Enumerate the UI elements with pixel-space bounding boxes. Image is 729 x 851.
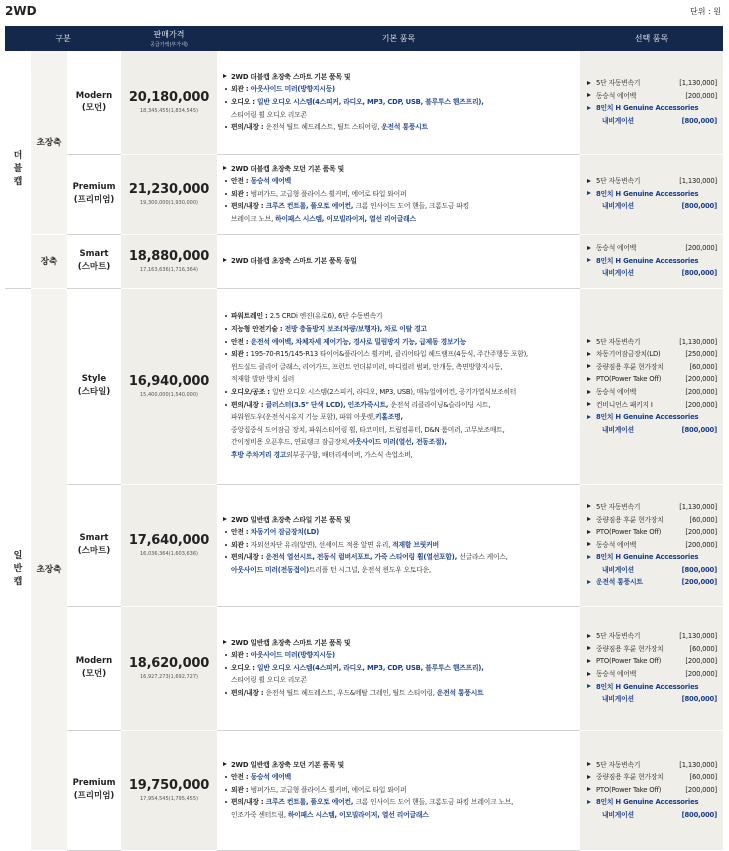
basic-item-text: 운전석 틸트 헤드레스트, 우드&메탈 그레인, 틸트 스티어링, — [265, 688, 437, 697]
table-row — [5, 288, 723, 484]
option-name: 8인치 H Genuine Accessories — [596, 798, 699, 807]
basic-item — [231, 336, 574, 349]
header-row — [5, 26, 723, 51]
basic-item-text: 크롬 인사이드 도어 핸들, 크롬도금 파킹 브레이크 노브, — [355, 798, 514, 807]
basic-item — [231, 83, 574, 96]
basic-item-highlight: 후방 주차거리 경고 — [231, 450, 287, 459]
basic-item — [231, 539, 574, 552]
option-item — [587, 115, 717, 128]
options-list — [587, 175, 717, 213]
basic-item — [231, 323, 574, 336]
option-name: PTO(Power Take Off) — [596, 375, 662, 384]
basic-item-key: 편의/내장 : — [231, 202, 266, 211]
basic-items-cell — [217, 234, 580, 288]
option-item — [587, 501, 717, 514]
basic-item — [231, 564, 574, 577]
basic-item-key: 외관 : — [231, 350, 251, 359]
price-value: 19,750,000 — [128, 778, 210, 794]
basic-item-key: 편의/내장 : — [231, 688, 266, 697]
option-name: 운전석 통풍시트 — [596, 578, 643, 587]
options-list — [587, 77, 717, 127]
header-basic: 기본 품목 — [217, 26, 580, 51]
price-detail: 16,927,273(1,692,727) — [140, 673, 198, 680]
basic-item-key: 오디오 : — [231, 97, 257, 106]
basic-item-highlight: 하이패스 시스템, 이모빌라이저, 열선 리어글래스 — [275, 214, 416, 223]
basic-item-key: 편의/내장 : — [231, 123, 266, 132]
basic-item-text: 브레이크 노브, — [231, 214, 276, 223]
option-name: 8인치 H Genuine Accessories — [596, 189, 699, 198]
basic-item-key: 편의/내장 : — [231, 400, 266, 409]
option-item — [587, 411, 717, 424]
basic-item — [231, 784, 574, 797]
basic-item-highlight: 아웃사이드 미러(전동접이) — [231, 565, 310, 574]
option-price: [200,000] — [685, 400, 717, 409]
price-detail: 16,036,364(1,603,636) — [140, 550, 198, 557]
basic-item — [231, 809, 574, 822]
basic-item-text: 파워윈도우(운전석시유지 기능 포함), 파워 아웃렛, — [231, 413, 375, 422]
basic-item-highlight: 클러스터(3.5" 단색 LCD), 인조가죽시트, — [265, 400, 391, 409]
option-price: [200,000] — [685, 375, 717, 384]
option-name: 8인치 H Genuine Accessories — [596, 104, 699, 113]
basic-item-text: 자외선차단 유리(앞면), 선셰이드 적용 앞면 유리, — [250, 540, 393, 549]
option-name: PTO(Power Take Off) — [596, 785, 662, 794]
option-price: [800,000] — [681, 810, 717, 819]
option-name: 내비게이션 — [602, 116, 634, 125]
basic-item — [231, 188, 574, 201]
basic-item-text: 트리플 턴 시그널, 운전석 윈도우 오토다운, — [309, 565, 431, 574]
option-item — [587, 655, 717, 668]
basic-item — [231, 771, 574, 784]
basic-item — [231, 662, 574, 675]
basic-item-text: 인조가죽 센터트림, — [231, 810, 288, 819]
option-item — [587, 188, 717, 201]
price-detail: 17,163,636(1,716,364) — [140, 266, 198, 273]
option-price: [200,000] — [685, 388, 717, 396]
options-list — [587, 630, 717, 706]
basic-item-key: 오디오/공조 : — [231, 388, 272, 396]
option-name: 5단 자동변속기 — [596, 502, 641, 511]
basic-item: 2WD 일반캡 초장축 스타일 기본 품목 및 — [231, 514, 574, 527]
basic-item — [231, 121, 574, 134]
basic-item-key: 편의/내장 : — [231, 553, 266, 562]
options-cell — [580, 154, 723, 234]
basic-item-text: 중앙집중식 도어잠금 장치, 파워스티어링 휠, 타코미터, 트립컴퓨터, D&N 룸미러, 고무보조매트, — [231, 425, 505, 434]
options-list — [587, 336, 717, 437]
options-cell — [580, 606, 723, 730]
option-price: [800,000] — [681, 565, 717, 574]
basic-item-key: 안전 : — [231, 177, 251, 186]
price-cell — [121, 730, 217, 850]
unit-label: 단위 : 원 — [690, 7, 721, 16]
option-item — [587, 102, 717, 115]
options-cell — [580, 730, 723, 850]
option-item — [587, 796, 717, 809]
trim-name: Style (스타일) — [67, 288, 121, 484]
basic-item-highlight: 아웃사이드 미러(방향지시등) — [250, 85, 335, 94]
option-item — [587, 200, 717, 213]
option-name: 8인치 H Genuine Accessories — [596, 256, 699, 265]
option-item — [587, 77, 717, 90]
option-price: [200,000] — [685, 540, 717, 549]
option-name: 동승석 에어백 — [596, 244, 637, 253]
table-row — [5, 606, 723, 730]
basic-item-key: 오디오 : — [231, 663, 257, 672]
basic-items-cell — [217, 730, 580, 850]
options-list — [587, 759, 717, 822]
price-cell — [121, 288, 217, 484]
option-price: [1,130,000] — [679, 177, 717, 186]
basic-item — [231, 399, 574, 412]
basic-item-text: 범퍼가드, 고급형 플라이스 휠커버, 에어로 타입 와이퍼 — [250, 785, 407, 794]
basic-item-highlight: 키홀조명, — [374, 413, 403, 422]
header-price-label: 판매가격 — [153, 30, 185, 39]
basic-item — [231, 649, 574, 662]
basic-item-text: 적재함 발판 방치 실러 — [231, 375, 295, 384]
basic-item-key: 외관 : — [231, 785, 251, 794]
header-price-sub: 공급가액(부가세) — [150, 42, 188, 48]
group-double-cab: 더 블 캡 — [5, 51, 31, 288]
basic-item — [231, 200, 574, 213]
basic-item-highlight: 차동기어 잠금장치(LD) — [250, 528, 320, 537]
table-body — [5, 51, 723, 850]
basic-item-text: 범퍼가드, 고급형 플라이스 휠커버, 에어로 타입 와이퍼 — [250, 189, 407, 198]
option-price: [60,000] — [689, 362, 717, 371]
option-name: 컨비니언스 패키지 I — [596, 400, 653, 409]
option-item — [587, 399, 717, 412]
basic-item-text: 2.5 CRDi 엔진(유로6), 6단 수동변속기 — [269, 312, 383, 321]
basic-item — [231, 348, 574, 361]
basic-items-list — [231, 71, 574, 134]
basic-item-key: 편의/내장 : — [231, 798, 266, 807]
option-price: [200,000] — [685, 657, 717, 666]
trim-name: Modern (모던) — [67, 606, 121, 730]
basic-item-highlight: 전방 충돌방지 보조(차량/보행자), 차로 이탈 경고 — [284, 325, 427, 334]
price-value: 18,880,000 — [128, 249, 210, 265]
basic-item-highlight: 하이패스 시스템, 이모빌라이저, 열선 리어글래스 — [287, 810, 429, 819]
basic-item — [231, 373, 574, 386]
option-price: [800,000] — [681, 269, 717, 278]
option-price: [60,000] — [689, 515, 717, 524]
basic-item-highlight: 크루즈 컨트롤, 풀오토 에어컨, — [265, 202, 356, 211]
basic-item — [231, 796, 574, 809]
basic-item — [231, 424, 574, 437]
basic-item — [231, 213, 574, 226]
price-cell — [121, 154, 217, 234]
option-name: 8인치 H Genuine Accessories — [596, 413, 699, 422]
basic-item — [231, 687, 574, 700]
subgroup-long-axle: 초장축 — [31, 288, 67, 850]
options-cell — [580, 51, 723, 154]
basic-item-text: 외부공구함, 배터리세이버, 가스식 속업소버, — [286, 450, 413, 459]
option-price: [1,130,000] — [679, 79, 717, 88]
basic-item-highlight: 적재함 브릿커버 — [392, 540, 439, 549]
basic-item-text: 스티어링 휠 오디오 리모콘 — [231, 110, 307, 119]
basic-item-highlight: 일반 오디오 시스템(4스피커, 라디오, MP3, CDP, USB, 블루투스 핸즈프리), — [256, 663, 484, 672]
basic-item-highlight: 운전석 열선시트, 전동식 럼버서포트, 가죽 스티어링 휠(열선포함), — [265, 553, 460, 562]
basic-item — [231, 386, 574, 399]
basic-items-list — [231, 637, 574, 700]
basic-item-key: 외관 : — [231, 85, 251, 94]
options-cell — [580, 288, 723, 484]
option-name: 8인치 H Genuine Accessories — [596, 682, 699, 691]
basic-item: 2WD 일반캡 초장축 모던 기본 품목 및 — [231, 759, 574, 772]
option-price: [800,000] — [681, 202, 717, 211]
basic-item — [231, 436, 574, 449]
option-price: [800,000] — [681, 425, 717, 434]
option-name: 5단 자동변속기 — [596, 337, 641, 346]
option-name: 5단 자동변속기 — [596, 760, 641, 769]
option-item — [587, 424, 717, 437]
option-name: 차동기어잠금장치(LD) — [596, 350, 661, 359]
basic-item-text: 간이정비용 오픈후드, 연료탱크 잠금장치, — [231, 438, 350, 447]
option-name: 5단 자동변속기 — [596, 177, 641, 186]
header-option: 선택 품목 — [580, 26, 723, 51]
option-item — [587, 90, 717, 103]
basic-items-cell — [217, 154, 580, 234]
option-item — [587, 668, 717, 681]
table-row — [5, 730, 723, 850]
option-name: 5단 자동변속기 — [596, 79, 641, 88]
basic-item-text: 일반 오디오 시스템(2스피커, 라디오, MP3, USB), 매뉴얼에어컨, 공기가열식보조히터 — [271, 388, 517, 396]
option-price: [200,000] — [681, 578, 717, 587]
basic-item — [231, 526, 574, 539]
group-general-cab: 일 반 캡 — [5, 288, 31, 850]
option-name: 8인치 H Genuine Accessories — [596, 553, 699, 562]
option-price: [200,000] — [685, 528, 717, 537]
option-price: [1,130,000] — [679, 502, 717, 511]
option-price: [60,000] — [689, 773, 717, 782]
basic-item-text: 스티어링 휠 오디오 리모콘 — [231, 676, 307, 685]
option-item — [587, 242, 717, 255]
option-item — [587, 175, 717, 188]
option-item — [587, 267, 717, 280]
option-item — [587, 564, 717, 577]
basic-item-highlight: 아웃사이드 미러(방향지시등) — [250, 651, 335, 660]
basic-item: 2WD 더블캡 초장축 스마트 기본 품목 및 — [231, 71, 574, 84]
option-price: [800,000] — [681, 695, 717, 704]
options-list — [587, 501, 717, 589]
option-price: [1,130,000] — [679, 632, 717, 641]
basic-items-list — [231, 163, 574, 226]
basic-item-text: 크롬 인사이드 도어 핸들, 크롬도금 파킹 — [355, 202, 470, 211]
option-price: [1,130,000] — [679, 337, 717, 346]
basic-item-highlight: 운전석 통풍시트 — [381, 123, 428, 132]
table-row — [5, 484, 723, 606]
option-price: [200,000] — [685, 244, 717, 253]
option-name: PTO(Power Take Off) — [596, 528, 662, 537]
subgroup-axle: 장축 — [31, 234, 67, 288]
trim-name: Premium (프리미엄) — [67, 730, 121, 850]
basic-item-highlight: 운전석 에어백, 차체자세 제어기능, 경사로 밀림방지 기능, 급제동 경보기능 — [250, 337, 467, 346]
trim-name: Smart (스마트) — [67, 484, 121, 606]
basic-item-key: 안전 : — [231, 773, 251, 782]
option-item — [587, 551, 717, 564]
basic-item-highlight: 일반 오디오 시스템(4스피커, 라디오, MP3, CDP, USB, 블루투스 핸즈프리), — [256, 97, 484, 106]
option-item — [587, 784, 717, 797]
option-item — [587, 643, 717, 656]
basic-item-text: 195-70-R15/145-R13 타이어&플라이스 휠커버, 클리어타입 헤드램프(4등식, 주간주행등 포함), — [250, 350, 528, 359]
option-name: 중량짐용 후륜 현가장치 — [596, 515, 664, 524]
option-item — [587, 526, 717, 539]
basic-item-text: 운전석 리클라이닝&슬라이딩 시트, — [390, 400, 491, 409]
basic-item: 2WD 더블캡 초장축 스마트 기본 품목 동일 — [231, 255, 574, 268]
price-detail: 15,400,000(1,540,000) — [140, 391, 198, 398]
page-title: 2WD — [5, 4, 37, 18]
basic-item-highlight: 동승석 에어백 — [250, 177, 291, 186]
option-price: [1,130,000] — [679, 760, 717, 769]
price-cell — [121, 484, 217, 606]
price-value: 21,230,000 — [128, 182, 210, 198]
price-cell — [121, 234, 217, 288]
option-item — [587, 693, 717, 706]
option-name: 동승석 에어백 — [596, 540, 637, 549]
option-price: [200,000] — [685, 91, 717, 100]
option-item — [587, 771, 717, 784]
option-price: [200,000] — [685, 785, 717, 794]
option-name: 5단 자동변속기 — [596, 632, 641, 641]
basic-item-key: 파워트레인 : — [231, 312, 270, 321]
basic-item — [231, 96, 574, 109]
option-item — [587, 514, 717, 527]
basic-item — [231, 109, 574, 122]
options-cell — [580, 484, 723, 606]
basic-items-cell — [217, 606, 580, 730]
price-detail: 19,300,000(1,930,000) — [140, 199, 198, 206]
option-name: 내비게이션 — [602, 695, 634, 704]
basic-item — [231, 361, 574, 374]
option-name: 내비게이션 — [602, 425, 634, 434]
price-table — [5, 26, 723, 851]
basic-items-cell — [217, 51, 580, 154]
option-name: 동승석 에어백 — [596, 91, 637, 100]
basic-item-highlight: 크루즈 컨트롤, 풀오토 에어컨, — [265, 798, 356, 807]
option-item — [587, 386, 717, 399]
price-value: 17,640,000 — [128, 533, 210, 549]
basic-item: 2WD 더블캡 초장축 모던 기본 품목 및 — [231, 163, 574, 176]
option-item — [587, 255, 717, 268]
basic-item-key: 지능형 안전기술 : — [231, 325, 285, 334]
option-name: 중량짐용 후륜 현가장치 — [596, 644, 664, 653]
table-row — [5, 51, 723, 154]
trim-name: Modern (모던) — [67, 51, 121, 154]
option-price: [800,000] — [681, 116, 717, 125]
price-value: 16,940,000 — [128, 374, 210, 390]
basic-item-highlight: 동승석 에어백 — [250, 773, 291, 782]
basic-item-key: 외관 : — [231, 540, 251, 549]
option-item — [587, 681, 717, 694]
option-price: [250,000] — [685, 350, 717, 359]
basic-item — [231, 411, 574, 424]
option-item — [587, 336, 717, 349]
basic-item — [231, 674, 574, 687]
basic-item-text: 선글라스 케이스, — [459, 553, 508, 562]
basic-item-key: 안전 : — [231, 528, 251, 537]
header-price — [121, 26, 217, 51]
price-detail: 17,954,545(1,795,455) — [140, 795, 198, 802]
basic-item-key: 외관 : — [231, 651, 251, 660]
header-category: 구분 — [5, 26, 121, 51]
basic-item — [231, 449, 574, 462]
option-item — [587, 809, 717, 822]
price-cell — [121, 606, 217, 730]
basic-item-key: 외관 : — [231, 189, 251, 198]
option-name: 내비게이션 — [602, 269, 634, 278]
option-item — [587, 539, 717, 552]
basic-items-list — [231, 514, 574, 577]
option-item — [587, 373, 717, 386]
basic-items-list — [231, 310, 574, 461]
option-name: 내비게이션 — [602, 565, 634, 574]
basic-item-highlight: 아웃사이드 미러(열선, 전동조절), — [349, 438, 447, 447]
basic-item — [231, 310, 574, 323]
basic-items-list — [231, 255, 574, 268]
options-cell — [580, 234, 723, 288]
basic-items-cell — [217, 288, 580, 484]
option-item — [587, 361, 717, 374]
options-list — [587, 242, 717, 280]
basic-item-text: 운전석 틸트 헤드레스트, 틸트 스티어링, — [265, 123, 382, 132]
subgroup-long-axle: 초장축 — [31, 51, 67, 234]
basic-item-text: 윈드실드 클리어 글래스, 리어가드, 프런트 언더뷰미러, 바디컬러 범퍼, 안개등, 측면방향지시등, — [231, 362, 503, 371]
price-value: 18,620,000 — [128, 656, 210, 672]
basic-items-list — [231, 759, 574, 822]
option-item — [587, 630, 717, 643]
option-name: 동승석 에어백 — [596, 670, 637, 678]
basic-item-key: 안전 : — [231, 337, 251, 346]
option-price: [200,000] — [685, 670, 717, 678]
price-value: 20,180,000 — [128, 90, 210, 106]
option-item — [587, 576, 717, 589]
price-detail: 18,345,455(1,834,545) — [140, 108, 198, 115]
option-item — [587, 348, 717, 361]
table-row — [5, 154, 723, 234]
option-name: 내비게이션 — [602, 202, 634, 211]
option-name: 동승석 에어백 — [596, 388, 637, 396]
option-item — [587, 759, 717, 772]
option-name: 내비게이션 — [602, 810, 634, 819]
option-name: PTO(Power Take Off) — [596, 657, 662, 666]
basic-items-cell — [217, 484, 580, 606]
basic-item-highlight: 운전석 통풍시트 — [436, 688, 484, 697]
basic-item — [231, 551, 574, 564]
option-name: 중량짐용 후륜 현가장치 — [596, 362, 664, 371]
basic-item: 2WD 일반캡 초장축 스마트 기본 품목 및 — [231, 637, 574, 650]
option-name: 중량짐용 후륜 현가장치 — [596, 773, 664, 782]
trim-name: Premium (프리미엄) — [67, 154, 121, 234]
table-row — [5, 234, 723, 288]
price-cell — [121, 51, 217, 154]
option-price: [60,000] — [689, 644, 717, 653]
basic-item — [231, 175, 574, 188]
trim-name: Smart (스마트) — [67, 234, 121, 288]
